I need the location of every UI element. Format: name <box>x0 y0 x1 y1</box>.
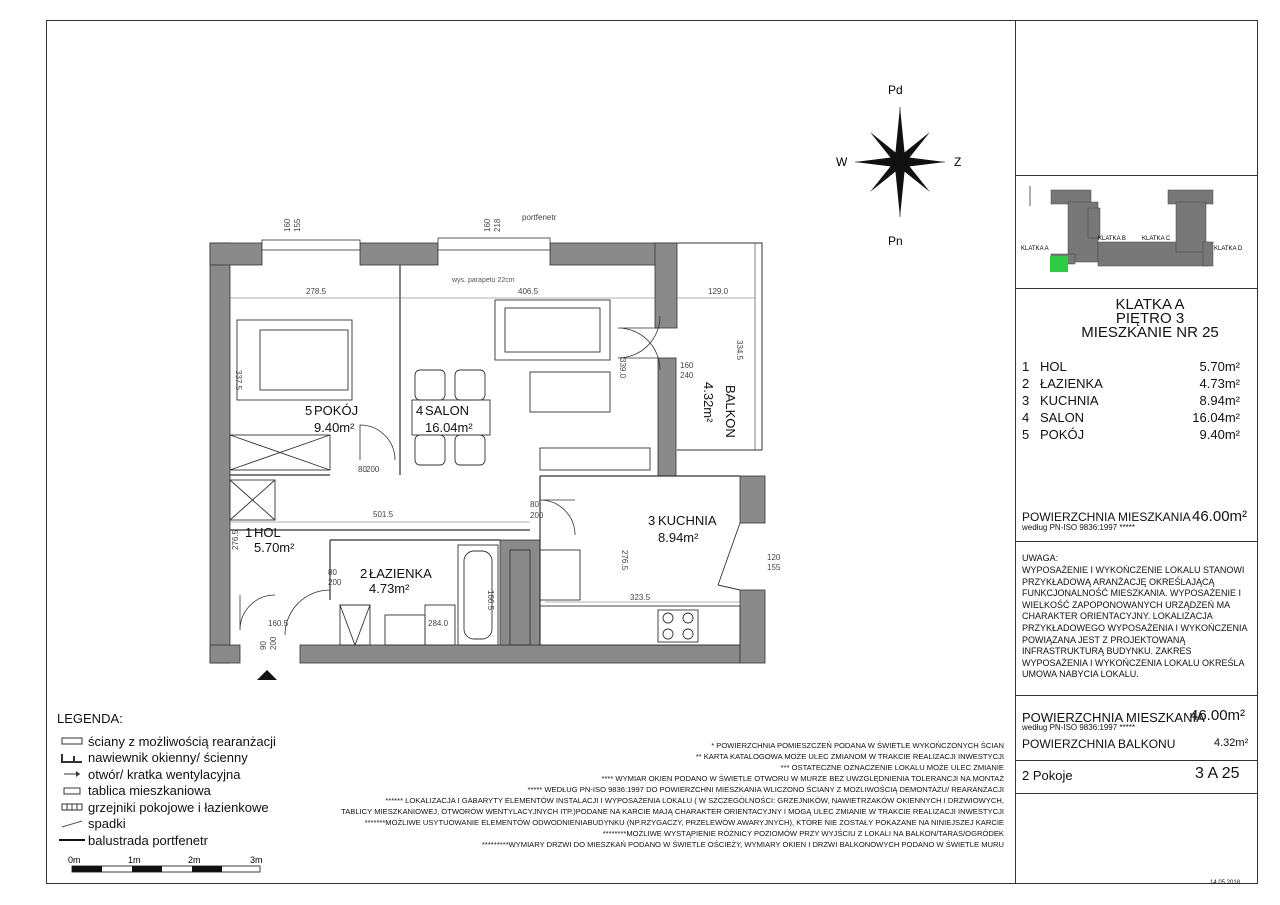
note-text: WYPOSAŻENIE I WYKOŃCZENIE LOKALU STANOWI PRZYKŁADOWĄ ARANŻACJĘ OKREŚLAJĄCĄ FUNKCJONALNOŚĆ MIESZKANIA. WYPOSAŻENIE I WIELKOŚĆ ZAPOPONOWANYCH URZĄDZEŃ MA CHARAKTER ORIENTACYJNY. LOKALIZACJA PRZYKŁADOWEGO WYPOSAŻENIA I WYKOŃCZENIA POWIĄZANA JEST Z PROJEKTOWANĄ INFRASTRUKTURĄ BUDYNKU. ZAKRES WYPOSAŻENIA I WYKOŃCZENIA LOKALU OKREŚLA UMOWA NABYCIA LOKALU. <box>1022 565 1248 680</box>
footnote: ***** WEDŁUG PN-ISO 9836:1997 DO POWIERZCHNI MIESZKANIA WLICZONO ŚCIANY Z MOŻLIWOŚCIĄ DEMONTAŻU/ REARANŻACJI <box>527 785 1004 794</box>
keyplan-label-b: KLATKA B <box>1098 236 1126 242</box>
total-area-label-2: POWIERZCHNIA MIESZKANIA <box>1022 710 1205 725</box>
balcony-area-value: 4.32m² <box>1214 737 1249 749</box>
dim-label: 80 <box>358 465 367 474</box>
list-item: 3 KUCHNIA 8.94m² <box>1022 393 1240 408</box>
balkon-label: BALKON <box>723 385 738 438</box>
keyplan-label-c: KLATKA C <box>1142 236 1171 242</box>
legend-item: tablica mieszkaniowa <box>56 783 286 800</box>
pietro-label: PIĘTRO 3 <box>1115 310 1185 327</box>
portfenetr-label: portfenetr <box>522 213 557 222</box>
footnote: TABLICY MIESZKANIOWEJ, OTWORÓW WENTYLACYJNYCH ITP.)PODANE NA KARCIE MAJĄ CHARAKTER ORIENTACYJNY I MOGĄ ULEC ZMIANIE W TRAKCIE REALIZACJI INWESTYCJI <box>341 807 1004 816</box>
list-item: 2 ŁAZIENKA 4.73m² <box>1022 376 1240 391</box>
dim-label: 334.5 <box>735 340 744 361</box>
floor-plan <box>200 210 800 680</box>
room-area-list <box>1022 358 1240 443</box>
footnote: **** WYMIAR OKIEN PODANO W ŚWIETLE OTWORU W MURZE BEZ UWZGLĘDNIENIA TOLERANCJI NA MONTAŻ <box>601 774 1004 783</box>
room-number: 4 <box>416 403 424 418</box>
total-area-value-2: 46.00m² <box>1190 707 1246 724</box>
klatka-label: KLATKA A <box>1115 296 1185 313</box>
footnote: ****** LOKALIZACJA I GABARYTY ELEMENTÓW INSTALACJI I WYPOSAŻENIA LOKALU ( W SZCZEGÓLNOŚCI: GRZEJNIKÓW, NAWIETRZAKÓW OKIENNYCH I DRZWIOWYCH, <box>385 796 1004 805</box>
legend-item: spadki <box>56 816 286 833</box>
footnote: *******MOŻLIWE USYTUOWANIE ELEMENTÓW ODWODNIENIABUDYNKU (NP.RZYGACZY, PRZELEWÓW AWARYJNYCH), KTÓRE NIE ZOSTAŁY POKAZANE NA NINIEJSZEJ KARCIE <box>364 818 1004 827</box>
total-area-standard-2: według PN-ISO 9836:1997 ***** <box>1022 723 1135 732</box>
dim-label: 323.5 <box>630 593 651 602</box>
balustrade-icon <box>56 833 88 847</box>
apartment-header <box>1080 298 1220 340</box>
balkon-area: 4.32m² <box>701 382 716 423</box>
room-area-lazienka: 4.73m² <box>369 581 410 596</box>
scale-label: 1m <box>128 855 141 865</box>
footnotes <box>300 740 1004 850</box>
scale-bar <box>60 854 280 878</box>
dim-label: 155 <box>293 218 302 232</box>
divider-line <box>1015 288 1258 289</box>
footnote: ** KARTA KATALOGOWA MOŻE ULEC ZMIANOM W TRAKCIE REALIZACJI INWESTYCJI <box>695 752 1004 761</box>
dim-label: 166.5 <box>486 590 495 611</box>
divider-line <box>1015 541 1258 542</box>
entrance-arrow-icon <box>252 670 282 680</box>
info-panel-divider <box>1015 20 1016 884</box>
mieszkanie-label: MIESZKANIE NR 25 <box>1081 324 1219 341</box>
room-label-lazienka: ŁAZIENKA <box>369 566 432 581</box>
room-label-hol: HOL <box>254 525 281 540</box>
room-label-salon: SALON <box>425 403 470 418</box>
legend-item: nawiewnik okienny/ ścienny <box>56 750 286 767</box>
dim-label: 200 <box>328 578 342 587</box>
footnote: *********WYMIARY DRZWI DO MIESZKAŃ PODANO W ŚWIETLE OŚCIEŻY, WYMIARY OKIEN I DRZWI BALKONOWYCH PODANO W ŚWIETLE MURU <box>481 840 1004 849</box>
footnote: * POWIERZCHNIA POMIESZCZEŃ PODANA W ŚWIETLE WYKOŃCZONYCH ŚCIAN <box>711 741 1004 750</box>
dim-label: 129.0 <box>708 287 729 296</box>
dim-label: 90 <box>259 641 268 650</box>
room-area-kuchnia: 8.94m² <box>658 530 699 545</box>
dim-label: 240 <box>680 371 694 380</box>
room-label-pokoj: POKÓJ <box>314 403 359 418</box>
legend-item: ściany z możliwością rearanżacji <box>56 733 286 750</box>
dim-label: 80 <box>530 500 539 509</box>
dim-label: 276.5 <box>231 529 240 550</box>
legend-item: grzejniki pokojowe i łazienkowe <box>56 799 286 816</box>
footnote: ********MOŻLIWE WYSTĄPIENIE RÓŻNICY POZIOMÓW PRZY WYJŚCIU Z LOKALI NA BALKON/TARAS/OGRÓDEK <box>602 829 1004 838</box>
total-area-standard: według PN-ISO 9836:1997 ***** <box>1022 523 1135 532</box>
radiator-icon <box>56 800 88 814</box>
rearrangeable-wall-icon <box>56 734 88 748</box>
dim-label: 160 <box>483 218 492 232</box>
dim-label: 120 <box>767 553 781 562</box>
legend-item: otwór/ kratka wentylacyjna <box>56 766 286 783</box>
legend <box>56 733 286 849</box>
dim-label: 200 <box>530 511 544 520</box>
dim-label: 406.5 <box>518 287 539 296</box>
dim-label: 160 <box>680 361 694 370</box>
divider-line <box>1015 793 1258 794</box>
room-area-hol: 5.70m² <box>254 540 295 555</box>
parapet-label: wys. parapetu 22cm <box>452 277 515 284</box>
legend-item: balustrada portfenetr <box>56 832 286 849</box>
compass-rose <box>830 80 970 250</box>
room-number: 3 <box>648 513 656 528</box>
room-number: 2 <box>360 566 368 581</box>
total-area-value: 46.00m² <box>1192 508 1248 525</box>
footnote: *** OSTATECZNE OZNACZENIE LOKALU MOŻE ULEC ZMIANIE <box>780 763 1004 772</box>
date-label: 14.05.2018 <box>1210 880 1241 886</box>
room-count: 2 Pokoje <box>1022 768 1073 783</box>
key-plan <box>1018 178 1254 286</box>
dim-label: 155 <box>767 563 781 572</box>
scale-label: 0m <box>68 855 81 865</box>
room-area-pokoj: 9.40m² <box>314 420 355 435</box>
dim-label: 160 <box>283 218 292 232</box>
vent-icon <box>56 751 88 765</box>
dim-label: 278.5 <box>306 287 327 296</box>
room-area-salon: 16.04m² <box>425 420 473 435</box>
ventilation-opening-icon <box>56 767 88 781</box>
scale-label: 2m <box>188 855 201 865</box>
note-title: UWAGA: <box>1022 553 1059 563</box>
dim-label: 160.5 <box>268 619 289 628</box>
slope-icon <box>56 817 88 831</box>
list-item: 5 POKÓJ 9.40m² <box>1022 427 1240 442</box>
balcony-area-label: POWIERZCHNIA BALKONU <box>1022 737 1176 751</box>
dim-label: 200 <box>269 636 278 650</box>
electrical-panel-icon <box>56 784 88 798</box>
divider-line <box>1015 760 1258 761</box>
list-item: 1 HOL 5.70m² <box>1022 359 1240 374</box>
compass-east-label: Z <box>954 155 962 169</box>
compass-west-label: W <box>836 155 848 169</box>
dim-label: 337.5 <box>234 370 243 391</box>
legend-title: LEGENDA: <box>57 711 123 726</box>
dim-label: 218 <box>493 218 502 232</box>
apartment-code: 3 A 25 <box>1195 765 1240 782</box>
total-area-label: POWIERZCHNIA MIESZKANIA <box>1022 510 1191 524</box>
dim-label: 276.5 <box>620 550 629 571</box>
room-number: 5 <box>305 403 313 418</box>
keyplan-label-d: KLATKA D <box>1214 246 1243 252</box>
divider-line <box>1015 695 1258 696</box>
current-apartment-marker <box>1050 256 1068 272</box>
dim-label: 339.0 <box>618 358 627 379</box>
room-label-kuchnia: KUCHNIA <box>658 513 717 528</box>
dim-label: 501.5 <box>373 510 394 519</box>
list-item: 4 SALON 16.04m² <box>1022 410 1240 425</box>
scale-label: 3m <box>250 855 263 865</box>
dim-label: 284.0 <box>428 619 449 628</box>
dim-label: 80 <box>328 568 337 577</box>
compass-north-label: Pd <box>888 83 903 97</box>
dim-label: 200 <box>366 465 380 474</box>
room-number: 1 <box>245 525 253 540</box>
divider-line <box>1015 175 1258 176</box>
compass-south-label: Pn <box>888 234 903 248</box>
keyplan-label-a: KLATKA A <box>1021 246 1049 252</box>
